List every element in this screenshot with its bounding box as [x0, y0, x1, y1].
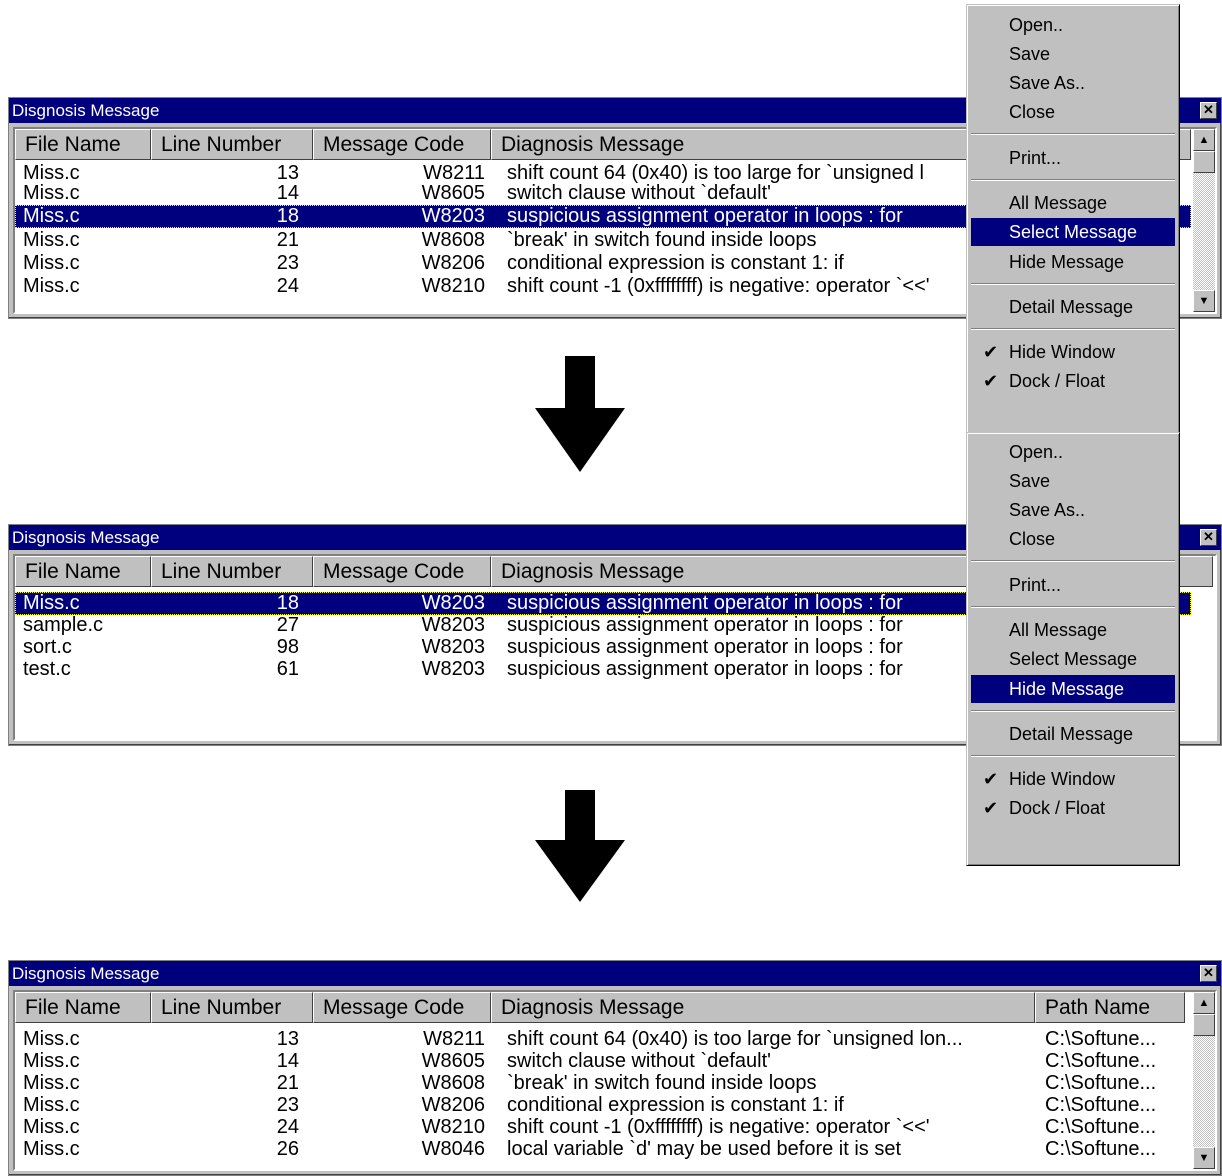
scroll-down-button[interactable] [1193, 1147, 1215, 1169]
cell-line: 18 [276, 205, 299, 227]
message-list[interactable] [13, 990, 1217, 1171]
window-title-bar[interactable] [9, 961, 1221, 986]
cell-code: W8211 [423, 162, 485, 184]
cell-message: shift count -1 (0xffffffff) is negative: operator `<<' [507, 275, 930, 297]
column-header-file-name[interactable]: File Name [15, 129, 151, 160]
table-row[interactable] [15, 1072, 1195, 1095]
vertical-scrollbar[interactable] [1193, 992, 1215, 1169]
menu-separator [971, 179, 1175, 181]
cell-message: shift count 64 (0x40) is too large for `unsigned l [507, 162, 924, 184]
scroll-down-button[interactable] [1193, 290, 1215, 312]
close-button[interactable] [1200, 529, 1217, 546]
menu-item-detail-message[interactable]: Detail Message [1009, 724, 1134, 744]
menu-separator [971, 606, 1175, 608]
column-header-line-number[interactable]: Line Number [151, 556, 313, 587]
cell-line: 98 [276, 636, 299, 658]
column-header-message-code[interactable]: Message Code [313, 992, 491, 1023]
close-icon: ✕ [1203, 102, 1214, 117]
menu-separator [971, 283, 1175, 285]
cell-message: suspicious assignment operator in loops : for [507, 205, 903, 227]
table-row[interactable] [15, 1050, 1195, 1073]
close-button[interactable] [1200, 965, 1217, 982]
cell-line: 21 [276, 229, 299, 251]
cell-message: switch clause without `default' [507, 182, 771, 204]
check-icon: ✔ [983, 342, 999, 362]
down-arrow-icon [535, 356, 625, 472]
menu-item-open[interactable]: Open.. [1009, 442, 1064, 462]
menu-item-close[interactable]: Close [1009, 102, 1056, 122]
cell-path: C:\Softune... [1045, 1138, 1157, 1160]
menu-separator [971, 133, 1175, 135]
scroll-up-button[interactable] [1193, 992, 1215, 1014]
cell-path: C:\Softune... [1045, 1116, 1157, 1138]
menu-item-save-as[interactable]: Save As.. [1009, 500, 1086, 520]
menu-item-dock-float[interactable] [971, 794, 1175, 822]
check-icon: ✔ [983, 798, 999, 818]
cell-line: 18 [276, 592, 299, 614]
cell-message: switch clause without `default' [507, 1050, 771, 1072]
cell-code: W8211 [423, 1028, 485, 1050]
cell-file: Miss.c [23, 1138, 80, 1160]
cell-file: Miss.c [23, 275, 80, 297]
menu-item-hide-message[interactable]: Hide Message [971, 675, 1175, 703]
down-arrow-icon [535, 790, 625, 902]
window-title: Disgnosis Message [12, 528, 160, 547]
cell-code: W8203 [421, 614, 485, 636]
menu-separator [971, 710, 1175, 712]
menu-item-hide-message[interactable]: Hide Message [1009, 252, 1125, 272]
cell-file: sort.c [23, 636, 72, 658]
cell-file: Miss.c [23, 182, 80, 204]
cell-message: suspicious assignment operator in loops : for [507, 614, 903, 636]
menu-item-label: Dock / Float [1009, 371, 1106, 391]
cell-line: 14 [276, 1050, 299, 1072]
cell-line: 13 [276, 162, 299, 184]
scroll-up-icon: ▲ [1198, 134, 1210, 146]
column-header-message-code[interactable]: Message Code [313, 556, 491, 587]
menu-item-select-message[interactable]: Select Message [971, 218, 1175, 246]
menu-item-save[interactable]: Save [1009, 44, 1051, 64]
column-header-file-name[interactable]: File Name [15, 556, 151, 587]
cell-code: W8203 [421, 205, 485, 227]
cell-file: Miss.c [23, 1028, 80, 1050]
scroll-thumb[interactable] [1193, 1014, 1215, 1036]
menu-item-all-message[interactable]: All Message [1009, 193, 1108, 213]
cell-line: 24 [276, 275, 299, 297]
cell-line: 23 [276, 252, 299, 274]
menu-item-detail-message[interactable]: Detail Message [1009, 297, 1134, 317]
cell-code: W8608 [421, 229, 485, 251]
close-icon: ✕ [1203, 529, 1214, 544]
cell-code: W8605 [421, 1050, 485, 1072]
context-menu-1 [966, 4, 1180, 438]
menu-item-all-message[interactable]: All Message [1009, 620, 1108, 640]
menu-item-save-as[interactable]: Save As.. [1009, 73, 1086, 93]
scroll-up-button[interactable] [1193, 129, 1215, 151]
menu-item-print[interactable]: Print... [1009, 575, 1062, 595]
menu-item-select-message[interactable]: Select Message [1009, 649, 1138, 669]
cell-message: `break' in switch found inside loops [507, 229, 817, 251]
cell-file: test.c [23, 658, 71, 680]
table-row[interactable] [15, 1094, 1195, 1117]
scroll-down-icon: ▼ [1198, 1152, 1210, 1164]
cell-message: suspicious assignment operator in loops : for [507, 592, 903, 614]
menu-item-hide-window[interactable] [971, 338, 1175, 366]
cell-file: sample.c [23, 614, 104, 636]
cell-code: W8206 [421, 252, 485, 274]
cell-line: 26 [276, 1138, 299, 1160]
menu-separator [971, 560, 1175, 562]
cell-code: W8203 [421, 658, 485, 680]
cell-file: Miss.c [23, 162, 80, 184]
cell-file: Miss.c [23, 592, 80, 614]
cell-code: W8046 [421, 1138, 485, 1160]
cell-message: shift count -1 (0xffffffff) is negative: operator `<<' [507, 1116, 930, 1138]
cell-path: C:\Softune... [1045, 1028, 1157, 1050]
menu-item-label: Dock / Float [1009, 798, 1106, 818]
cell-file: Miss.c [23, 1050, 80, 1072]
menu-separator [971, 755, 1175, 757]
menu-item-dock-float[interactable] [971, 367, 1175, 395]
column-header-diagnosis-message[interactable]: Diagnosis Message [491, 992, 1035, 1023]
cell-code: W8608 [421, 1072, 485, 1094]
menu-item-label: Hide Window [1009, 769, 1116, 789]
cell-file: Miss.c [23, 1094, 80, 1116]
diagnosis-window-3 [8, 960, 1222, 1176]
context-menu-2 [966, 432, 1180, 866]
column-header-line-number[interactable]: Line Number [151, 992, 313, 1023]
column-header-message-code[interactable]: Message Code [313, 129, 491, 160]
cell-code: W8206 [421, 1094, 485, 1116]
cell-line: 27 [276, 614, 299, 636]
menu-item-save[interactable]: Save [1009, 471, 1051, 491]
column-header-diagnosis-message[interactable]: Diagnosis Message [491, 556, 1213, 587]
table-row[interactable] [15, 1028, 1195, 1051]
close-button[interactable] [1200, 102, 1217, 119]
table-row[interactable] [15, 1116, 1195, 1139]
cell-message: shift count 64 (0x40) is too large for `unsigned lon... [507, 1028, 963, 1050]
cell-code: W8203 [421, 636, 485, 658]
column-header-diagnosis-message[interactable]: Diagnosis Message [491, 129, 1191, 160]
menu-item-hide-window[interactable] [971, 765, 1175, 793]
menu-separator [971, 328, 1175, 330]
scroll-thumb[interactable] [1193, 151, 1215, 173]
menu-item-label: Hide Window [1009, 342, 1116, 362]
column-header-file-name[interactable]: File Name [15, 992, 151, 1023]
cell-line: 23 [276, 1094, 299, 1116]
cell-code: W8605 [421, 182, 485, 204]
column-header-line-number[interactable]: Line Number [151, 129, 313, 160]
cell-line: 61 [276, 658, 299, 680]
cell-code: W8210 [421, 275, 485, 297]
cell-line: 21 [276, 1072, 299, 1094]
menu-item-open[interactable]: Open.. [1009, 15, 1064, 35]
check-icon: ✔ [983, 769, 999, 789]
cell-file: Miss.c [23, 1116, 80, 1138]
cell-file: Miss.c [23, 252, 80, 274]
vertical-scrollbar[interactable] [1193, 129, 1215, 312]
cell-message: conditional expression is constant 1: if [507, 252, 844, 274]
column-header-path-name[interactable]: Path Name [1035, 992, 1185, 1023]
check-icon: ✔ [983, 371, 999, 391]
cell-path: C:\Softune... [1045, 1050, 1157, 1072]
cell-line: 13 [276, 1028, 299, 1050]
cell-file: Miss.c [23, 1072, 80, 1094]
menu-item-print[interactable]: Print... [1009, 148, 1062, 168]
cell-code: W8203 [421, 592, 485, 614]
cell-path: C:\Softune... [1045, 1072, 1157, 1094]
cell-message: local variable `d' may be used before it is set [507, 1138, 902, 1160]
table-row[interactable] [15, 1138, 1195, 1161]
scroll-down-icon: ▼ [1198, 295, 1210, 307]
cell-file: Miss.c [23, 205, 80, 227]
cell-message: suspicious assignment operator in loops : for [507, 636, 903, 658]
cell-path: C:\Softune... [1045, 1094, 1157, 1116]
cell-line: 14 [276, 182, 299, 204]
close-icon: ✕ [1203, 965, 1214, 980]
scroll-up-icon: ▲ [1198, 997, 1210, 1009]
cell-line: 24 [276, 1116, 299, 1138]
cell-code: W8210 [421, 1116, 485, 1138]
cell-message: suspicious assignment operator in loops : for [507, 658, 903, 680]
cell-message: conditional expression is constant 1: if [507, 1094, 844, 1116]
window-title: Disgnosis Message [12, 964, 160, 983]
cell-message: `break' in switch found inside loops [507, 1072, 817, 1094]
cell-file: Miss.c [23, 229, 80, 251]
window-title: Disgnosis Message [12, 101, 160, 120]
menu-item-close[interactable]: Close [1009, 529, 1056, 549]
